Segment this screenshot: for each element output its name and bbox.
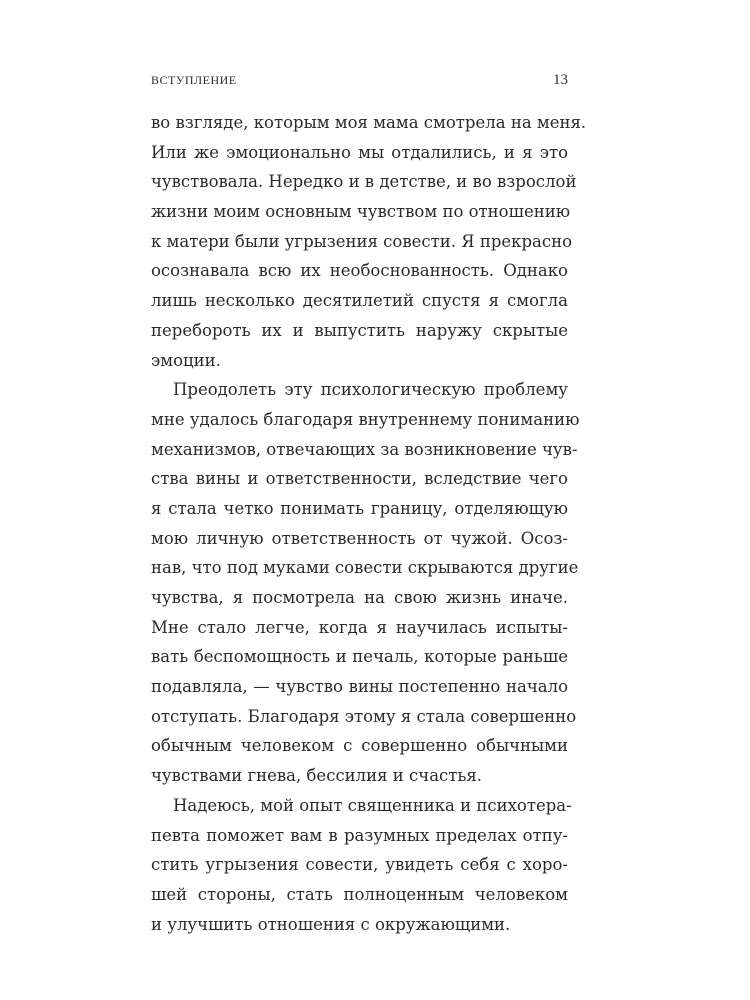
text-line: жизни моим основным чувством по отношению bbox=[151, 202, 571, 222]
text-line: Надеюсь, мой опыт священника и психотера- bbox=[173, 795, 572, 815]
text-line: стить угрызения совести, увидеть себя с хоро- bbox=[151, 855, 568, 875]
text-line: во взгляде, которым моя мама смотрела на меня. bbox=[151, 113, 587, 132]
text-line: Мне стало легче, когда я научилась испыты- bbox=[151, 617, 568, 637]
text-line: Или же эмоционально мы отдалились, и я это bbox=[151, 142, 568, 162]
text-line: шей стороны, стать полноценным человеком bbox=[151, 884, 568, 904]
text-line: певта поможет вам в разумных пределах отпу- bbox=[151, 825, 568, 845]
text-line: механизмов, отвечающих за возникновение чув- bbox=[151, 439, 578, 459]
paragraph-3 bbox=[151, 791, 572, 939]
text-line: мою личную ответственность от чужой. Осоз- bbox=[151, 528, 568, 548]
text-line: вать беспомощность и печаль, которые раньше bbox=[151, 647, 568, 667]
text-line: и улучшить отношения с окружающими. bbox=[151, 914, 511, 934]
text-line: подавляла, — чувство вины постепенно начало bbox=[151, 677, 568, 697]
page-number: 13 bbox=[553, 72, 568, 88]
text-line: нав, что под муками совести скрываются другие bbox=[151, 558, 579, 578]
text-line: чувства, я посмотрела на свою жизнь иначе. bbox=[151, 588, 568, 607]
body-text bbox=[151, 108, 587, 939]
text-line: обычным человеком с совершенно обычными bbox=[151, 736, 568, 756]
text-line: эмоции. bbox=[151, 350, 221, 370]
text-line: мне удалось благодаря внутреннему пониманию bbox=[151, 409, 580, 429]
text-line: перебороть их и выпустить наружу скрытые bbox=[151, 320, 568, 340]
text-line: к матери были угрызения совести. Я прекрасно bbox=[151, 231, 573, 251]
paragraph-2 bbox=[151, 375, 580, 791]
text-line: я стала четко понимать границу, отделяющую bbox=[151, 498, 568, 518]
paragraph-1 bbox=[151, 108, 587, 375]
text-line: чувствами гнева, бессилия и счастья. bbox=[151, 766, 483, 786]
text-line: Преодолеть эту психологическую проблему bbox=[173, 380, 568, 400]
text-line: ства вины и ответственности, вследствие чего bbox=[151, 469, 568, 489]
text-line: лишь несколько десятилетий спустя я смогла bbox=[151, 291, 568, 311]
text-line: отступать. Благодаря этому я стала совершенно bbox=[151, 706, 577, 726]
section-title: ВСТУПЛЕНИЕ bbox=[151, 73, 237, 87]
text-line: чувствовала. Нередко и в детстве, и во взрослой bbox=[151, 172, 577, 192]
running-header bbox=[151, 72, 568, 94]
text-line: осознавала всю их необоснованность. Однако bbox=[151, 261, 568, 281]
